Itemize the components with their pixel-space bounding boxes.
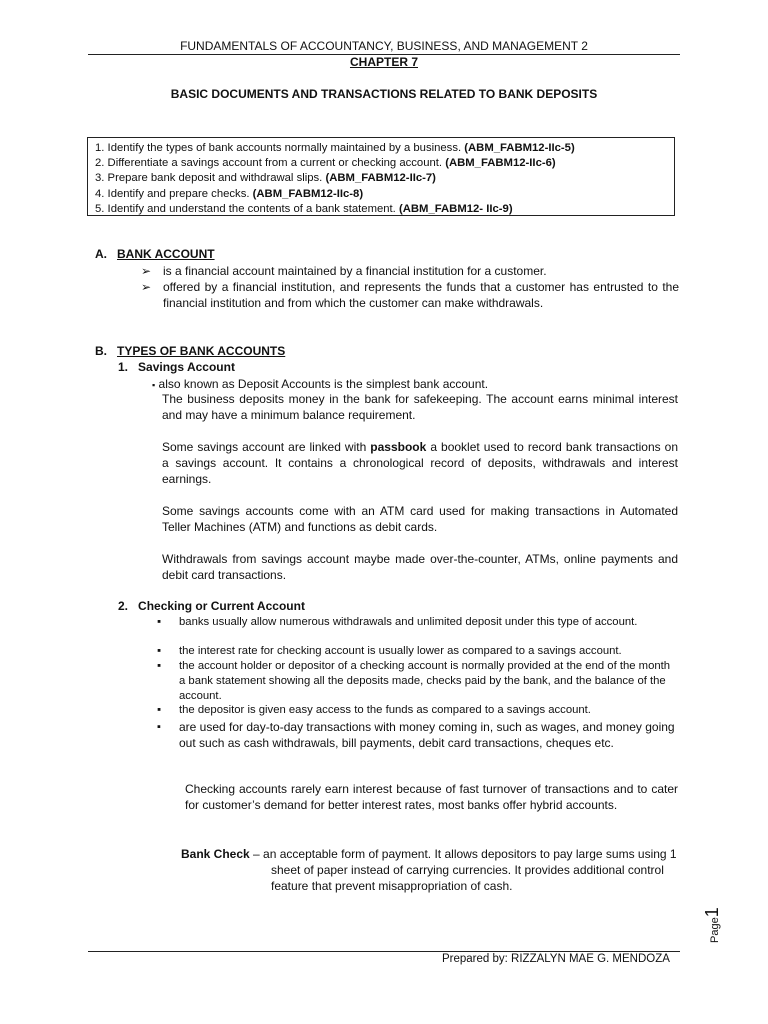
savings-paragraph-1: The business deposits money in the bank for safekeeping. The account earns minimal interest and may have a minimum balance requirement. (162, 392, 678, 423)
bank-account-bullet-1: ➢ is a financial account maintained by a financial institution for a customer. (141, 264, 547, 278)
square-bullet-icon: ▪ (157, 704, 162, 716)
objective-item: 1. Identify the types of bank accounts normally maintained by a business. (ABM_FABM12-IIc-5) (95, 142, 575, 154)
objectives-box (87, 137, 675, 216)
checking-bullet-5: ▪ are used for day-to-day transactions with money coming in, such as wages, and money going out such as cash withdrawals, bill payments, debit card transactions, cheques etc. (157, 720, 675, 751)
square-bullet-icon: ▪ (157, 616, 162, 628)
square-bullet-icon: ▪ (152, 380, 156, 390)
bank-account-bullet-2: ➢ offered by a financial institution, and represents the funds that a customer has entrusted to the financial institution and from which the customer can make withdrawals. (141, 280, 679, 311)
checking-bullet-2: ▪ the interest rate for checking account is usually lower as compared to a savings account. (157, 645, 622, 657)
footer-rule (88, 951, 680, 952)
bank-check-definition: Bank Check – an acceptable form of payment. It allows depositors to pay large sums using 1 sheet of paper instead of carrying currencies. It provides additional control feature that prevent misappropriation of cash. (181, 847, 677, 894)
document-title: BASIC DOCUMENTS AND TRANSACTIONS RELATED TO BANK DEPOSITS (170, 87, 598, 101)
arrow-bullet-icon: ➢ (141, 280, 152, 294)
section-a-heading: A. BANK ACCOUNT (95, 247, 215, 261)
checking-paragraph: Checking accounts rarely earn interest because of fast turnover of transactions and to cater for customer’s demand for better interest rates, most banks offer hybrid accounts. (185, 782, 678, 813)
savings-account-heading: 1. Savings Account (118, 360, 235, 374)
chapter-label: CHAPTER 7 (349, 55, 418, 69)
course-header: FUNDAMENTALS OF ACCOUNTANCY, BUSINESS, AND MANAGEMENT 2 (180, 39, 588, 53)
checking-bullet-1: ▪ banks usually allow numerous withdrawals and unlimited deposit under this type of account. (157, 616, 638, 628)
savings-paragraph-4: Withdrawals from savings account maybe made over-the-counter, ATMs, online payments and debit card transactions. (162, 552, 678, 583)
objective-item: 3. Prepare bank deposit and withdrawal slips. (ABM_FABM12-IIc-7) (95, 172, 436, 185)
checking-bullet-3: ▪ the account holder or depositor of a checking account is normally provided at the end of the month a bank statement showing all the deposits made, checks paid by the bank, and the balance of the account. (157, 660, 671, 702)
square-bullet-icon: ▪ (157, 645, 162, 657)
page-number: 1 (702, 907, 722, 918)
savings-paragraph-2: Some savings account are linked with passbook a booklet used to record bank transactions on a savings account. It contains a chronological record of deposits, withdrawals and interest earnings. (162, 440, 679, 487)
page-number-marker (700, 905, 740, 945)
page-label: Page (709, 917, 721, 943)
arrow-bullet-icon: ➢ (141, 264, 152, 278)
savings-paragraph-3: Some savings accounts come with an ATM card used for making transactions in Automated Teller Machines (ATM) and functions as debit cards. (162, 504, 678, 535)
objective-item: 2. Differentiate a savings account from a current or checking account. (ABM_FABM12-IIc-6) (95, 157, 556, 170)
checking-account-heading: 2. Checking or Current Account (118, 599, 305, 613)
checking-bullet-4: ▪ the depositor is given easy access to the funds as compared to a savings account. (157, 704, 591, 716)
objective-item: 4. Identify and prepare checks. (ABM_FABM12-IIc-8) (95, 187, 364, 200)
objective-item: 5. Identify and understand the contents of a bank statement. (ABM_FABM12- IIc-9) (95, 202, 513, 215)
savings-bullet: ▪ also known as Deposit Accounts is the simplest bank account. (152, 377, 489, 391)
square-bullet-icon: ▪ (157, 660, 162, 672)
prepared-by: Prepared by: RIZZALYN MAE G. MENDOZA (442, 953, 670, 965)
section-b-heading: B. TYPES OF BANK ACCOUNTS (95, 344, 286, 358)
square-bullet-icon: ▪ (157, 721, 161, 733)
